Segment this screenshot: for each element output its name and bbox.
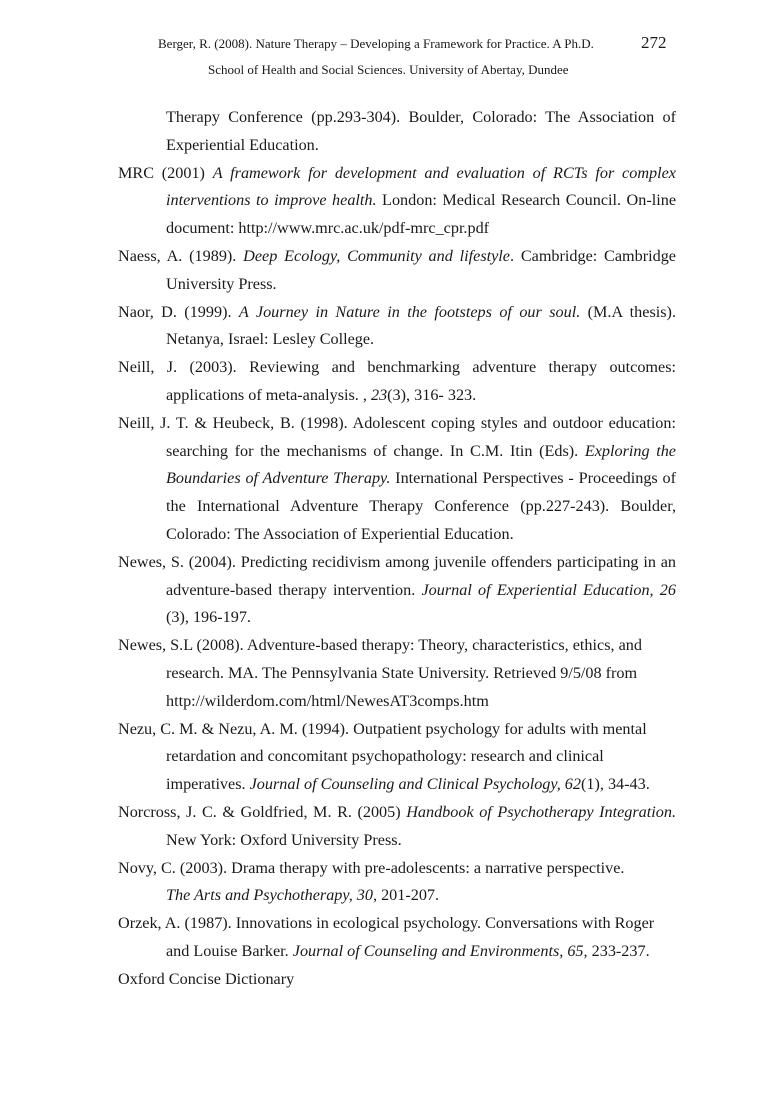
ref-title: Handbook of Psychotherapy Integration. — [406, 802, 676, 821]
reference-line — [118, 438, 676, 466]
reference-line: Orzek, A. (1987). Innovations in ecological psychology. Conversations with Roger — [118, 914, 655, 933]
ref-title: A Journey in Nature in the footsteps of our soul. — [238, 302, 581, 321]
ref-author: Naor, D. (1999). — [118, 302, 239, 321]
reference-line: University Press. — [166, 274, 277, 293]
reference-line — [118, 938, 676, 966]
ref-author: Norcross, J. C. & Goldfried, M. R. (2005) — [118, 802, 407, 821]
reference-line: Oxford Concise Dictionary — [118, 969, 295, 988]
reference-list — [118, 104, 676, 994]
ref-title: A framework for development and evaluation of RCTs for complex — [212, 163, 676, 182]
ref-source: London: Medical Research Council. On-line — [376, 191, 677, 210]
reference-line: http://wilderdom.com/html/NewesAT3comps.htm — [166, 691, 489, 710]
reference-entry — [118, 855, 676, 911]
ref-title: imperatives. — [166, 775, 250, 794]
ref-journal: The Arts and Psychotherapy, 30, — [166, 886, 378, 905]
ref-journal: Journal of Experiential Education, 26 — [421, 580, 676, 599]
reference-line — [118, 160, 676, 188]
reference-line: Colorado: The Association of Experiential Education. — [166, 524, 514, 543]
ref-title: interventions to improve health. — [166, 191, 377, 210]
reference-line — [118, 882, 676, 910]
page-number: 272 — [641, 33, 667, 52]
ref-source: searching for the mechanisms of change. In C.M. Itin (Eds). — [166, 441, 585, 460]
reference-line: Newes, S.L (2008). Adventure-based therapy: Theory, characteristics, ethics, and — [118, 636, 642, 655]
ref-title: Boundaries of Adventure Therapy. — [166, 469, 391, 488]
ref-author: MRC (2001) — [118, 163, 213, 182]
ref-pages: (1), 34-43. — [580, 775, 650, 794]
reference-line: document: http://www.mrc.ac.uk/pdf-mrc_cpr.pdf — [166, 219, 490, 238]
reference-entry — [118, 910, 676, 966]
reference-line — [118, 465, 676, 493]
reference-line — [118, 243, 676, 271]
ref-title: Exploring the — [584, 441, 676, 460]
reference-entry — [118, 299, 676, 355]
ref-author: Naess, A. (1989). — [118, 246, 244, 265]
reference-line: Newes, S. (2004). Predicting recidivism among juvenile offenders participating in an — [118, 552, 676, 571]
reference-line — [118, 299, 676, 327]
header-citation: Berger, R. (2008). Nature Therapy – Developing a Framework for Practice. A Ph.D. — [158, 36, 594, 51]
reference-entry — [118, 243, 676, 299]
reference-entry — [118, 104, 676, 160]
reference-line: the International Adventure Therapy Conference (pp.227-243). Boulder, — [166, 497, 676, 516]
reference-line — [118, 577, 676, 605]
reference-line: Neill, J. T. & Heubeck, B. (1998). Adolescent coping styles and outdoor education: — [118, 413, 676, 432]
reference-entry — [118, 160, 676, 243]
reference-line — [118, 799, 676, 827]
ref-source: applications of meta-analysis. , — [166, 385, 371, 404]
reference-line — [118, 382, 676, 410]
ref-source: (M.A thesis). — [580, 302, 676, 321]
reference-line: Novy, C. (2003). Drama therapy with pre-adolescents: a narrative perspective. — [118, 858, 625, 877]
ref-journal: Journal of Counseling and Clinical Psychology, 62 — [249, 775, 581, 794]
reference-line: Nezu, C. M. & Nezu, A. M. (1994). Outpatient psychology for adults with mental — [118, 719, 647, 738]
reference-line: Neill, J. (2003). Reviewing and benchmarking adventure therapy outcomes: — [118, 358, 676, 377]
ref-pages: (3), 316- 323. — [387, 385, 477, 404]
reference-line: research. MA. The Pennsylvania State University. Retrieved 9/5/08 from — [166, 663, 638, 682]
reference-entry — [118, 354, 676, 410]
reference-line: New York: Oxford University Press. — [166, 830, 402, 849]
ref-volume: 23 — [370, 385, 388, 404]
reference-entry — [118, 716, 676, 799]
reference-line — [118, 187, 676, 215]
reference-entry — [118, 966, 676, 994]
ref-journal: Journal of Counseling and Environments, 65, — [292, 941, 588, 960]
reference-entry — [118, 549, 676, 632]
reference-entry — [118, 632, 676, 715]
ref-title: adventure-based therapy intervention. — [166, 580, 422, 599]
ref-pages: 201-207. — [377, 886, 440, 905]
ref-source: International Perspectives - Proceedings of — [390, 469, 676, 488]
reference-line — [118, 771, 676, 799]
ref-title: Deep Ecology, Community and lifestyle — [243, 246, 510, 265]
ref-title: and Louise Barker. — [166, 941, 293, 960]
ref-pages: 233-237. — [587, 941, 650, 960]
ref-source: . Cambridge: Cambridge — [509, 246, 676, 265]
reference-line: Therapy Conference (pp.293-304). Boulder, Colorado: The Association of — [166, 108, 676, 126]
reference-line: (3), 196-197. — [166, 608, 251, 627]
reference-line: retardation and concomitant psychopathology: research and clinical — [166, 747, 604, 766]
reference-line: Netanya, Israel: Lesley College. — [166, 330, 375, 349]
reference-line: Experiential Education. — [166, 135, 319, 154]
reference-entry — [118, 799, 676, 855]
reference-entry — [118, 410, 676, 549]
header-institution: School of Health and Social Sciences. University of Abertay, Dundee — [208, 62, 569, 77]
